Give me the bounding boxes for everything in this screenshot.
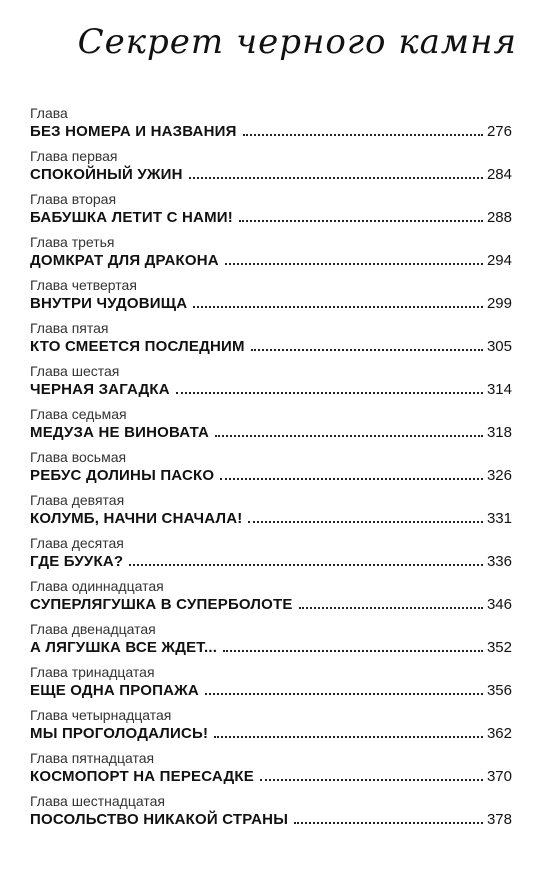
chapter-number: Глава шестая	[30, 363, 120, 379]
chapter-line	[30, 208, 512, 228]
dot-leader	[223, 649, 483, 652]
dot-leader	[248, 520, 483, 523]
chapter-title: СУПЕРЛЯГУШКА В СУПЕРБОЛОТЕ	[30, 596, 293, 613]
toc-entry[interactable]	[30, 319, 512, 362]
chapter-line	[30, 380, 512, 400]
page-number: 352	[486, 639, 512, 656]
toc-entry[interactable]	[30, 276, 512, 319]
page-number: 314	[486, 381, 512, 398]
page-number: 356	[486, 682, 512, 699]
chapter-line	[30, 810, 512, 830]
dot-leader	[299, 606, 483, 609]
chapter-number: Глава пятнадцатая	[30, 750, 155, 766]
chapter-number: Глава вторая	[30, 191, 117, 207]
page-number: 294	[486, 252, 512, 269]
chapter-line	[30, 122, 512, 142]
chapter-number: Глава двенадцатая	[30, 621, 156, 637]
toc-entry[interactable]	[30, 620, 512, 663]
chapter-number: Глава	[30, 105, 68, 121]
chapter-line	[30, 595, 512, 615]
page-number: 305	[486, 338, 512, 355]
chapter-line	[30, 423, 512, 443]
page-number: 288	[486, 209, 512, 226]
table-of-contents	[30, 104, 512, 835]
chapter-title: СПОКОЙНЫЙ УЖИН	[30, 166, 183, 183]
dot-leader	[220, 477, 483, 480]
dot-leader	[214, 735, 483, 738]
toc-entry[interactable]	[30, 405, 512, 448]
page-number: 299	[486, 295, 512, 312]
chapter-line	[30, 165, 512, 185]
dot-leader	[294, 821, 483, 824]
chapter-title: А ЛЯГУШКА ВСЕ ЖДЕТ...	[30, 639, 218, 656]
page-number: 362	[486, 725, 512, 742]
chapter-line	[30, 552, 512, 572]
chapter-number: Глава десятая	[30, 535, 124, 551]
chapter-title: ЕЩЕ ОДНА ПРОПАЖА	[30, 682, 199, 699]
chapter-title: МЫ ПРОГОЛОДАЛИСЬ!	[30, 725, 209, 742]
chapter-line	[30, 251, 512, 271]
page-number: 378	[486, 811, 512, 828]
dot-leader	[225, 262, 483, 265]
chapter-number: Глава тринадцатая	[30, 664, 155, 680]
page-number: 331	[486, 510, 512, 527]
toc-entry[interactable]	[30, 706, 512, 749]
toc-entry[interactable]	[30, 749, 512, 792]
chapter-number: Глава шестнадцатая	[30, 793, 165, 809]
toc-entry[interactable]	[30, 233, 512, 276]
chapter-title: РЕБУС ДОЛИНЫ ПАСКО	[30, 467, 215, 484]
chapter-line	[30, 466, 512, 486]
dot-leader	[243, 133, 483, 136]
chapter-number: Глава третья	[30, 234, 115, 250]
chapter-title: КТО СМЕЕТСЯ ПОСЛЕДНИМ	[30, 338, 245, 355]
chapter-title: БАБУШКА ЛЕТИТ С НАМИ!	[30, 209, 233, 226]
page-number: 336	[486, 553, 512, 570]
toc-entry[interactable]	[30, 104, 512, 147]
chapter-title: КОЛУМБ, НАЧНИ СНАЧАЛА!	[30, 510, 243, 527]
chapter-line	[30, 681, 512, 701]
toc-entry[interactable]	[30, 448, 512, 491]
chapter-line	[30, 638, 512, 658]
chapter-line	[30, 767, 512, 787]
toc-entry[interactable]	[30, 362, 512, 405]
chapter-title: ГДЕ БУУКА?	[30, 553, 124, 570]
page-number: 326	[486, 467, 512, 484]
dot-leader	[251, 348, 483, 351]
page-number: 276	[486, 123, 512, 140]
chapter-line	[30, 294, 512, 314]
page-number: 346	[486, 596, 512, 613]
toc-entry[interactable]	[30, 147, 512, 190]
toc-entry[interactable]	[30, 491, 512, 534]
dot-leader	[129, 563, 483, 566]
dot-leader	[239, 219, 483, 222]
chapter-number: Глава девятая	[30, 492, 125, 508]
chapter-title: ПОСОЛЬСТВО НИКАКОЙ СТРАНЫ	[30, 811, 289, 828]
chapter-number: Глава пятая	[30, 320, 109, 336]
chapter-number: Глава одиннадцатая	[30, 578, 164, 594]
chapter-number: Глава четырнадцатая	[30, 707, 172, 723]
chapter-title: МЕДУЗА НЕ ВИНОВАТА	[30, 424, 210, 441]
chapter-title: КОСМОПОРТ НА ПЕРЕСАДКЕ	[30, 768, 254, 785]
chapter-number: Глава седьмая	[30, 406, 127, 422]
toc-entry[interactable]	[30, 792, 512, 835]
toc-entry[interactable]	[30, 577, 512, 620]
dot-leader	[176, 391, 483, 394]
chapter-number: Глава восьмая	[30, 449, 127, 465]
dot-leader	[260, 778, 483, 781]
chapter-title: ВНУТРИ ЧУДОВИЩА	[30, 295, 188, 312]
chapter-title: ДОМКРАТ ДЛЯ ДРАКОНА	[30, 252, 219, 269]
toc-entry[interactable]	[30, 663, 512, 706]
chapter-number: Глава четвертая	[30, 277, 137, 293]
toc-entry[interactable]	[30, 190, 512, 233]
dot-leader	[205, 692, 483, 695]
dot-leader	[215, 434, 483, 437]
chapter-title: БЕЗ НОМЕРА И НАЗВАНИЯ	[30, 123, 237, 140]
chapter-title: ЧЕРНАЯ ЗАГАДКА	[30, 381, 170, 398]
page-number: 370	[486, 768, 512, 785]
chapter-line	[30, 337, 512, 357]
dot-leader	[193, 305, 483, 308]
chapter-number: Глава первая	[30, 148, 118, 164]
page-number: 284	[486, 166, 512, 183]
chapter-line	[30, 509, 512, 529]
dot-leader	[189, 176, 483, 179]
page-title: Секрет черного камня	[77, 22, 517, 62]
page-number: 318	[486, 424, 512, 441]
toc-entry[interactable]	[30, 534, 512, 577]
chapter-line	[30, 724, 512, 744]
